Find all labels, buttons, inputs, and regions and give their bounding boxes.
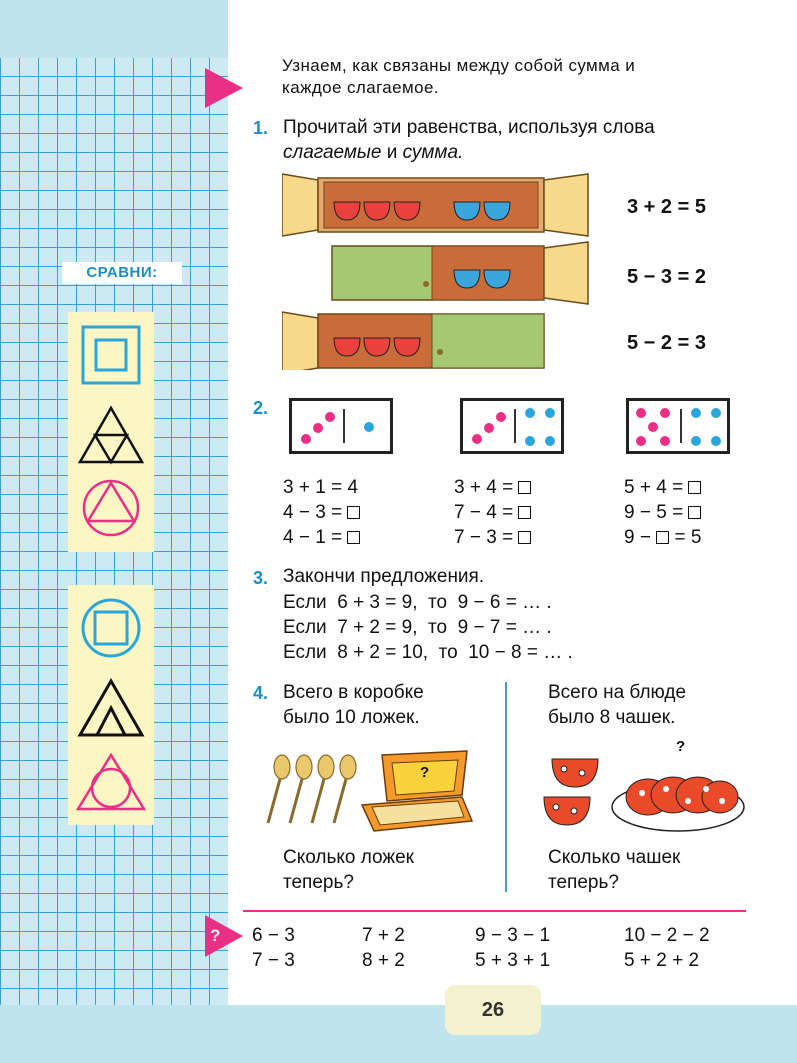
intro-line-2: каждое слагаемое. xyxy=(282,78,439,97)
equation-1: 3 + 2 = 5 xyxy=(627,196,706,218)
task4-right-question-2: теперь? xyxy=(548,872,619,893)
answer-box xyxy=(518,506,531,519)
task4-number: 4. xyxy=(253,683,269,703)
cupboard-left-closed xyxy=(332,242,588,304)
task3-number: 3. xyxy=(253,568,269,588)
spoons-and-box-illustration xyxy=(262,745,477,835)
square-in-circle-icon xyxy=(83,600,139,656)
nested-shapes-group-2 xyxy=(68,585,154,825)
question-marker-label: ? xyxy=(210,926,221,945)
t2-c2-r3: 7 − 3 = xyxy=(454,527,531,549)
t2-c3-r3: 9 − = 5 xyxy=(624,527,702,548)
word-sum: сумма. xyxy=(402,142,464,163)
bonus-c1-r1: 6 − 3 xyxy=(252,925,295,946)
domino-3-4 xyxy=(460,398,564,454)
cupboards-illustration xyxy=(282,170,594,370)
domino-3-1 xyxy=(289,398,393,454)
bonus-c4-r2: 5 + 2 + 2 xyxy=(624,950,700,971)
nested-triangles-icon xyxy=(80,681,142,735)
answer-box xyxy=(518,481,531,494)
task1-text-2 xyxy=(283,142,463,164)
answer-box xyxy=(347,506,360,519)
bottom-band xyxy=(0,1005,797,1063)
task4-left-question-2: теперь? xyxy=(283,872,354,893)
pointer-arrow-icon xyxy=(205,68,245,108)
t2-c2-r2: 7 − 4 = xyxy=(454,502,531,524)
t2-c3-r1: 5 + 4 = xyxy=(624,477,701,499)
task1-number: 1. xyxy=(253,118,269,138)
equation-2: 5 − 3 = 2 xyxy=(627,266,706,288)
answer-box xyxy=(656,531,669,544)
answer-box xyxy=(518,531,531,544)
cupboard-open xyxy=(282,174,588,236)
triangle-in-circle-icon xyxy=(84,481,138,535)
task4-left-question-1: Сколько ложек xyxy=(283,847,414,868)
plate-with-cups xyxy=(612,777,744,831)
task3-title: Закончи предложения. xyxy=(283,566,485,587)
answer-box xyxy=(347,531,360,544)
word-addends: слагаемые xyxy=(283,142,382,163)
compare-label: СРАВНИ: xyxy=(62,262,182,284)
triangle-in-triangle-icon xyxy=(80,408,142,462)
grid-top-band xyxy=(0,0,232,58)
equation-3: 5 − 2 = 3 xyxy=(627,332,706,354)
task3-line-3: Если 8 + 2 = 10, то 10 − 8 = … . xyxy=(283,642,573,663)
compare-panel-top xyxy=(68,312,154,552)
domino-5-4 xyxy=(626,398,730,454)
bonus-c4-r1: 10 − 2 − 2 xyxy=(624,925,710,946)
cupboard-right-closed xyxy=(282,312,544,370)
compare-panel-bottom xyxy=(68,585,154,825)
task3-line-1: Если 6 + 3 = 9, то 9 − 6 = … . xyxy=(283,592,552,613)
bonus-c3-r1: 9 − 3 − 1 xyxy=(475,925,551,946)
spoons xyxy=(268,755,356,823)
bonus-c3-r2: 5 + 3 + 1 xyxy=(475,950,551,971)
task4-right-question-1: Сколько чашек xyxy=(548,847,681,868)
task4-right-text-1: Всего на блюде xyxy=(548,682,687,703)
spoon-box xyxy=(362,751,472,831)
bonus-c2-r1: 7 + 2 xyxy=(362,925,405,946)
divider-vertical xyxy=(505,682,507,892)
t2-c2-r1: 3 + 4 = xyxy=(454,477,531,499)
plate-question-mark: ? xyxy=(676,738,686,755)
cups-and-plate-illustration xyxy=(538,745,748,835)
intro-line-1: Узнаем, как связаны между собой сумма и xyxy=(282,56,636,75)
task4-left-text-2: было 10 ложек. xyxy=(283,707,420,728)
square-in-square-icon xyxy=(83,327,139,383)
nested-shapes-group-1 xyxy=(68,312,154,552)
task4-right-text-2: было 8 чашек. xyxy=(548,707,676,728)
t2-c1-r3: 4 − 1 = xyxy=(283,527,360,549)
circle-in-triangle-icon xyxy=(78,755,144,809)
task2-number: 2. xyxy=(253,398,269,418)
red-cups xyxy=(334,202,420,220)
loose-cups xyxy=(544,759,598,825)
t2-c1-r1: 3 + 1 = 4 xyxy=(283,477,359,498)
task1-text: Прочитай эти равенства, используя слова xyxy=(283,117,655,138)
word-and: и xyxy=(386,142,398,163)
t2-c1-r2: 4 − 3 = xyxy=(283,502,360,524)
task3-line-2: Если 7 + 2 = 9, то 9 − 7 = … . xyxy=(283,617,552,638)
task4-left-text-1: Всего в коробке xyxy=(283,682,424,703)
bonus-c2-r2: 8 + 2 xyxy=(362,950,405,971)
bonus-c1-r2: 7 − 3 xyxy=(252,950,295,971)
answer-box xyxy=(688,481,701,494)
page-number: 26 xyxy=(445,985,541,1035)
divider-horizontal xyxy=(243,910,746,912)
box-question-mark: ? xyxy=(420,764,430,781)
t2-c3-r2: 9 − 5 = xyxy=(624,502,701,524)
answer-box xyxy=(688,506,701,519)
